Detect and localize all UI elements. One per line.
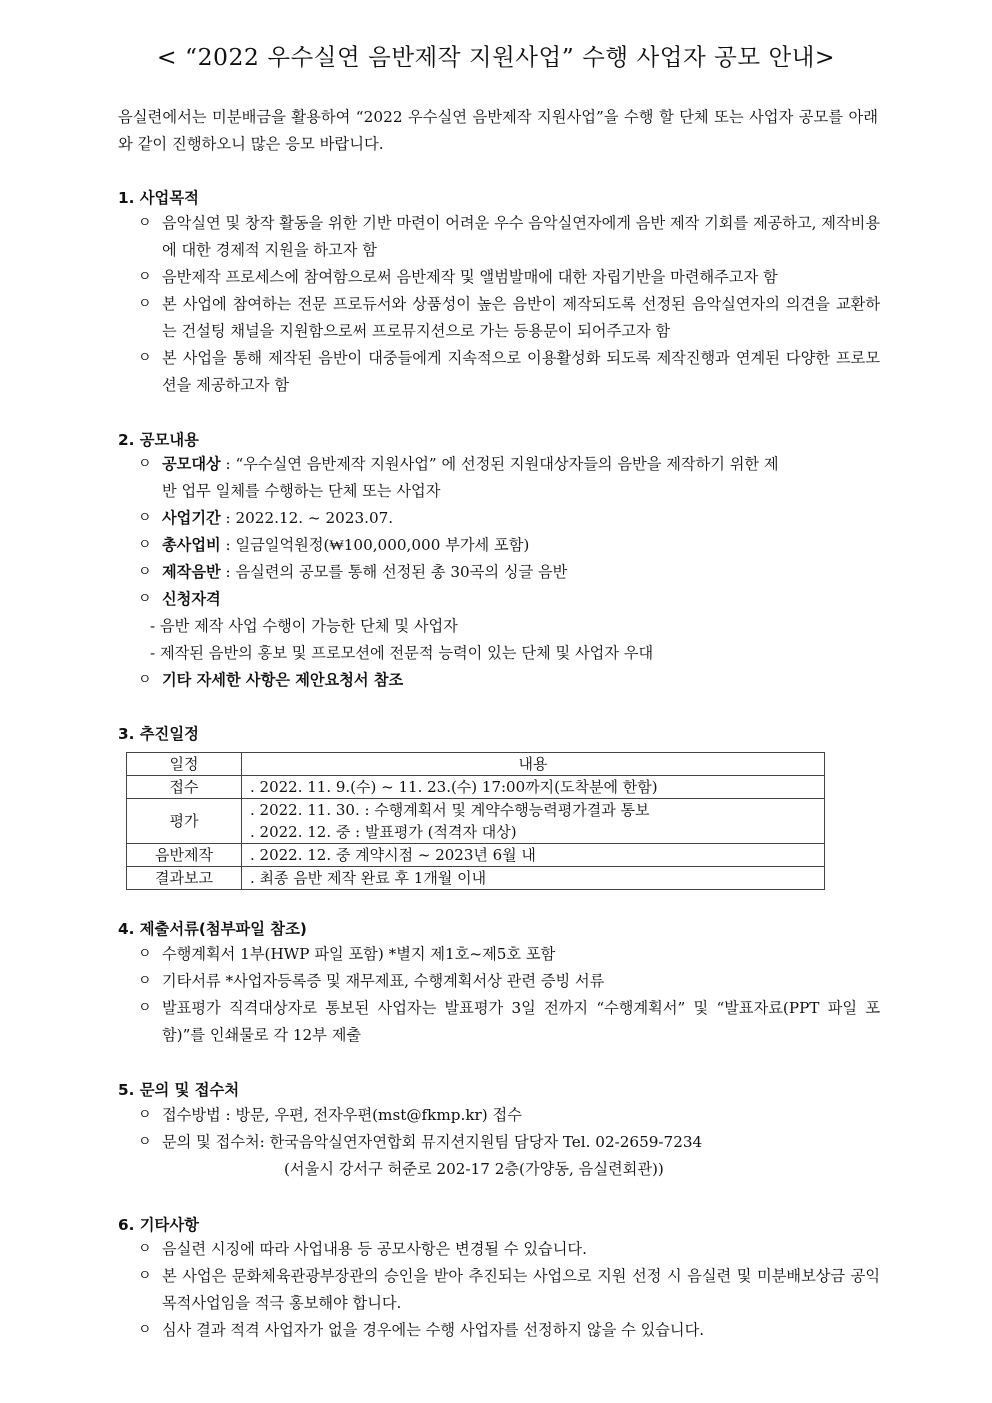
target-label: 공모대상 (162, 455, 221, 473)
section-2-heading: 2. 공모내용 (118, 431, 199, 449)
list-item: ㅇ 심사 결과 적격 사업자가 없을 경우에는 수행 사업자를 선정하지 않을 수 있습니다. (138, 1317, 880, 1344)
etc-note: 기타 자세한 사항은 제안요청서 참조 (162, 671, 404, 689)
qualification-item: - 제작된 음반의 홍보 및 프로모션에 전문적 능력이 있는 단체 및 사업자 우대 (150, 644, 654, 662)
bullet-icon: ㅇ (138, 1107, 152, 1123)
list-item: ㅇ 음실련 시징에 따라 사업내용 등 공모사항은 변경될 수 있습니다. (138, 1236, 880, 1263)
bullet-icon: ㅇ (138, 1322, 152, 1338)
list-item: ㅇ 수행계획서 1부(HWP 파일 포함) *별지 제1호~제5호 포함 (138, 941, 880, 968)
section-5-heading: 5. 문의 및 접수처 (118, 1081, 240, 1099)
list-item-qualification (138, 586, 880, 613)
contact-address: (서울시 강서구 허준로 202-17 2층(가양동, 음실련회관)) (284, 1160, 664, 1178)
list-item-period (138, 505, 880, 532)
target-value-line1: : “우수실연 음반제작 지원사업” 에 선정된 지원대상자들의 음반을 제작하기 위한 제 (220, 455, 779, 473)
budget-label: 총사업비 (162, 536, 221, 554)
schedule-stage: 접수 (127, 776, 242, 799)
section-6-heading: 6. 기타사항 (118, 1216, 199, 1234)
list-item: ㅇ 기타서류 *사업자등록증 및 재무제표, 수행계획서상 관련 증빙 서류 (138, 968, 880, 995)
table-header-row (127, 753, 825, 776)
schedule-table (126, 752, 825, 890)
bullet-icon: ㅇ (138, 1268, 152, 1284)
target-value-line2: 반 업무 일체를 수행하는 단체 또는 사업자 (162, 482, 441, 500)
qualification-item: - 음반 제작 사업 수행이 가능한 단체 및 사업자 (150, 617, 458, 635)
list-item-album (138, 559, 880, 586)
schedule-content: . 2022. 12. 중 계약시점 ~ 2023년 6월 내 (242, 844, 825, 867)
table-row (127, 799, 825, 844)
bullet-icon: ㅇ (138, 1000, 152, 1016)
schedule-stage: 음반제작 (127, 844, 242, 867)
list-item: ㅇ 본 사업에 참여하는 전문 프로듀서와 상품성이 높은 음반이 제작되도록 선정된 음악실연자의 의견을 교환하는 건설팅 채널을 지원함으로써 프로뮤지션으로 가는 등용문이 되어주고자 함 (138, 291, 880, 345)
schedule-content: . 2022. 11. 9.(수) ~ 11. 23.(수) 17:00까지(도착분에 한함) (242, 776, 825, 799)
section-4-heading: 4. 제출서류(첨부파일 참조) (118, 920, 307, 938)
bullet-icon: ㅇ (138, 215, 152, 231)
bullet-icon: ㅇ (138, 1134, 152, 1150)
bullet-icon: ㅇ (138, 296, 152, 312)
intro-paragraph: 음실련에서는 미분배금을 활용하여 “2022 우수실연 음반제작 지원사업”을 수행 할 단체 또는 사업자 공모를 아래와 같이 진행하오니 많은 응모 바랍니다. (118, 108, 878, 153)
list-item: ㅇ 문의 및 접수처: 한국음악실연자연합회 뮤지션지원팀 담당자 Tel. 02-2659-7234 (138, 1129, 880, 1156)
budget-value: : 일금일억원정(₩100,000,000 부가세 포함) (220, 536, 530, 554)
bullet-icon: ㅇ (138, 510, 152, 526)
qualification-label: 신청자격 (162, 590, 221, 608)
schedule-content: . 최종 음반 제작 완료 후 1개월 이내 (242, 867, 825, 890)
list-item-budget (138, 532, 880, 559)
list-item: ㅇ 본 사업을 통해 제작된 음반이 대중들에게 지속적으로 이용활성화 되도록 제작진행과 연계된 다양한 프로모션을 제공하고자 함 (138, 345, 880, 399)
table-row (127, 867, 825, 890)
bullet-icon: ㅇ (138, 269, 152, 285)
bullet-icon: ㅇ (138, 1241, 152, 1257)
bullet-icon: ㅇ (138, 350, 152, 366)
bullet-icon: ㅇ (138, 537, 152, 553)
list-item: ㅇ 발표평가 직격대상자로 통보된 사업자는 발표평가 3일 전까지 “수행계획서” 및 “발표자료(PPT 파일 포함)”를 인쇄물로 각 12부 제출 (138, 995, 880, 1049)
list-item-etc (138, 667, 880, 694)
list-item-target-continued (138, 478, 880, 505)
list-item: ㅇ 음반제작 프로세스에 참여함으로써 음반제작 및 앨범발매에 대한 자립기반을 마련해주고자 함 (138, 264, 880, 291)
section-3-heading: 3. 추진일정 (118, 725, 199, 743)
bullet-icon: ㅇ (138, 456, 152, 472)
bullet-icon: ㅇ (138, 591, 152, 607)
schedule-content: . 2022. 11. 30. : 수행계획서 및 계약수행능력평가결과 통보 . 2022. 12. 중 : 발표평가 (적격자 대상) (242, 799, 825, 844)
bullet-icon: ㅇ (138, 672, 152, 688)
bullet-icon: ㅇ (138, 946, 152, 962)
album-label: 제작음반 (162, 563, 221, 581)
list-item: ㅇ 접수방법 : 방문, 우편, 전자우편(mst@fkmp.kr) 접수 (138, 1102, 880, 1129)
schedule-stage: 평가 (127, 799, 242, 844)
period-label: 사업기간 (162, 509, 221, 527)
bullet-icon: ㅇ (138, 973, 152, 989)
list-item: ㅇ 본 사업은 문화체육관광부장관의 승인을 받아 추진되는 사업으로 지원 선정 시 음실련 및 미분배보상금 공익목적사업임을 적극 홍보해야 합니다. (138, 1263, 880, 1317)
page-title: < “2022 우수실연 음반제작 지원사업” 수행 사업자 공모 안내> (156, 43, 836, 71)
table-row (127, 844, 825, 867)
section-1-heading: 1. 사업목적 (118, 189, 199, 207)
list-item: ㅇ 음악실연 및 창작 활동을 위한 기반 마련이 어려운 우수 음악실연자에게 음반 제작 기회를 제공하고, 제작비용에 대한 경제적 지원을 하고자 함 (138, 210, 880, 264)
column-header-content: 내용 (242, 753, 825, 776)
album-value: : 음실련의 공모를 통해 선정된 총 30곡의 싱글 음반 (220, 563, 568, 581)
bullet-icon: ㅇ (138, 564, 152, 580)
table-row (127, 776, 825, 799)
list-item-target (138, 451, 880, 478)
period-value: : 2022.12. ~ 2023.07. (220, 509, 394, 527)
schedule-stage: 결과보고 (127, 867, 242, 890)
column-header-schedule: 일정 (127, 753, 242, 776)
